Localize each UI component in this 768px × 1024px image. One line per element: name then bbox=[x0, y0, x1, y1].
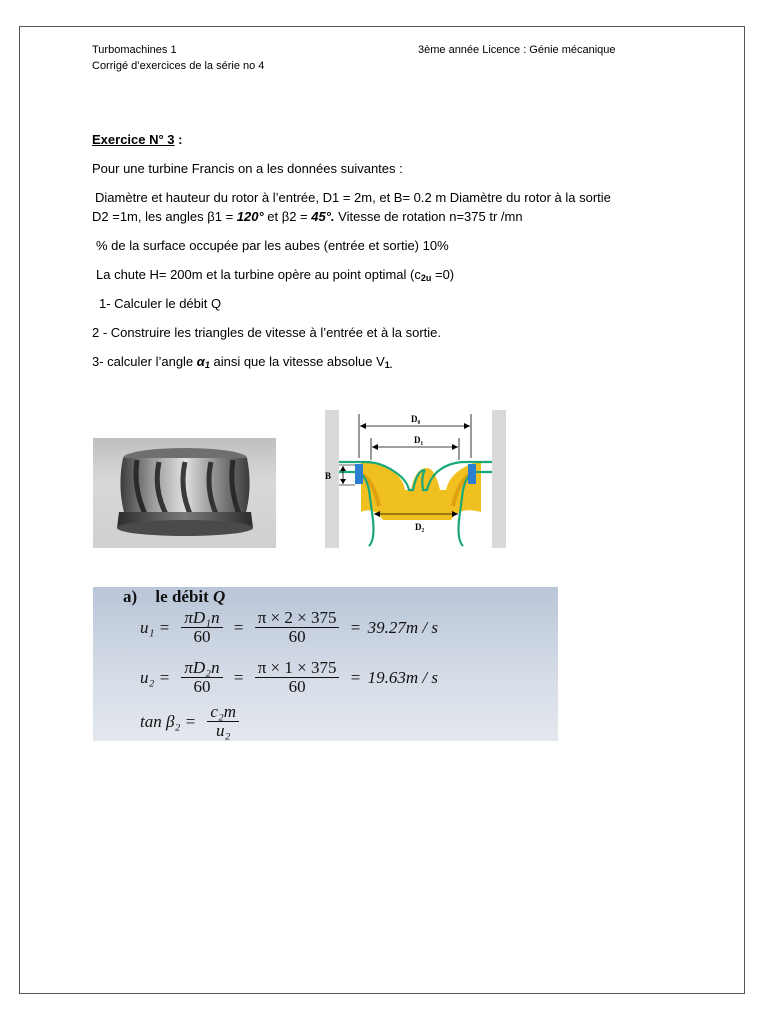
u1-lhs: u₁ = bbox=[140, 617, 171, 637]
tan-num: c₂m bbox=[207, 703, 239, 722]
line2-part-c: et β2 = bbox=[263, 209, 312, 224]
question-2: 2 - Construire les triangles de vitesse à l’entrée et à la sortie. bbox=[92, 325, 442, 340]
exercise-title: Exercice N° 3 bbox=[92, 132, 175, 147]
u1-fraction-2 bbox=[255, 609, 340, 646]
alpha-subscript: 1 bbox=[204, 360, 210, 370]
solution-heading-q: Q bbox=[213, 587, 226, 606]
label-d1: D₁ bbox=[414, 435, 424, 445]
exercise-line4 bbox=[96, 265, 454, 288]
tan-lhs: tan β₂ = bbox=[140, 711, 197, 731]
solution-heading-b: le débit bbox=[155, 587, 214, 606]
solution-heading-a: a) bbox=[123, 587, 138, 606]
exercise-intro: Pour une turbine Francis on a les données suivantes : bbox=[92, 161, 403, 176]
runner-section-diagram bbox=[325, 410, 506, 548]
u2-fraction-1 bbox=[181, 659, 222, 696]
equals-sign: = bbox=[233, 617, 244, 637]
u1-den2: 60 bbox=[288, 627, 306, 646]
label-d2: D₂ bbox=[415, 522, 425, 532]
line4-part-a: La chute H= 200m et la turbine opère au point optimal (c bbox=[96, 267, 421, 282]
line2-part-e: Vitesse de rotation n=375 tr /mn bbox=[334, 209, 523, 224]
header-course: Turbomachines 1 bbox=[92, 44, 177, 56]
label-b: B bbox=[325, 471, 332, 481]
exercise-line2 bbox=[92, 207, 523, 226]
question-3 bbox=[92, 352, 392, 375]
header-level: 3ème année Licence : Génie mécanique bbox=[418, 44, 616, 56]
equals-sign: = bbox=[350, 667, 361, 687]
formula-u1 bbox=[137, 609, 438, 645]
u2-num2: π × 1 × 375 bbox=[255, 659, 340, 678]
beta1-value: 120° bbox=[236, 209, 264, 224]
u1-result: 39.27m / s bbox=[367, 617, 438, 637]
diagram-svg bbox=[325, 410, 506, 548]
solution-formula-box bbox=[93, 587, 558, 741]
line4-subscript: 2u bbox=[420, 273, 432, 283]
u2-den2: 60 bbox=[288, 677, 306, 696]
v-subscript: 1. bbox=[384, 360, 393, 370]
beta2-value: 45°. bbox=[311, 209, 335, 224]
u1-num: πD₁n bbox=[181, 609, 222, 628]
exercise-title-suffix: : bbox=[174, 132, 183, 147]
francis-runner-image bbox=[93, 438, 276, 548]
exercise-heading bbox=[92, 130, 183, 149]
tan-den: u₂ bbox=[215, 721, 231, 740]
formula-tan-beta2 bbox=[137, 703, 243, 739]
u1-fraction-1 bbox=[181, 609, 222, 646]
tan-fraction bbox=[207, 703, 239, 740]
u1-num2: π × 2 × 375 bbox=[255, 609, 340, 628]
q3-part-b: ainsi que la vitesse absolue V bbox=[209, 354, 385, 369]
header-series: Corrigé d’exercices de la série no 4 bbox=[92, 60, 265, 72]
u2-result: 19.63m / s bbox=[367, 667, 438, 687]
francis-runner-photo bbox=[93, 438, 276, 548]
alpha-symbol: α bbox=[196, 354, 205, 369]
q3-part-a: 3- calculer l’angle bbox=[92, 354, 197, 369]
equals-sign: = bbox=[350, 617, 361, 637]
line4-part-b: =0) bbox=[431, 267, 455, 282]
question-1: 1- Calculer le débit Q bbox=[99, 296, 222, 311]
formula-u2 bbox=[137, 659, 438, 695]
u2-fraction-2 bbox=[255, 659, 340, 696]
u2-den: 60 bbox=[193, 677, 211, 696]
equals-sign: = bbox=[233, 667, 244, 687]
exercise-line1: Diamètre et hauteur du rotor à l’entrée, D1 = 2m, et B= 0.2 m Diamètre du rotor à la sortie bbox=[95, 190, 611, 205]
line2-part-a: D2 =1m, les angles β1 = bbox=[92, 209, 237, 224]
u2-lhs: u₂ = bbox=[140, 667, 171, 687]
label-d0: D₀ bbox=[411, 414, 421, 424]
u2-num: πD₂n bbox=[181, 659, 222, 678]
u1-den: 60 bbox=[193, 627, 211, 646]
exercise-line3: % de la surface occupée par les aubes (entrée et sortie) 10% bbox=[96, 238, 449, 253]
solution-heading bbox=[123, 587, 225, 607]
